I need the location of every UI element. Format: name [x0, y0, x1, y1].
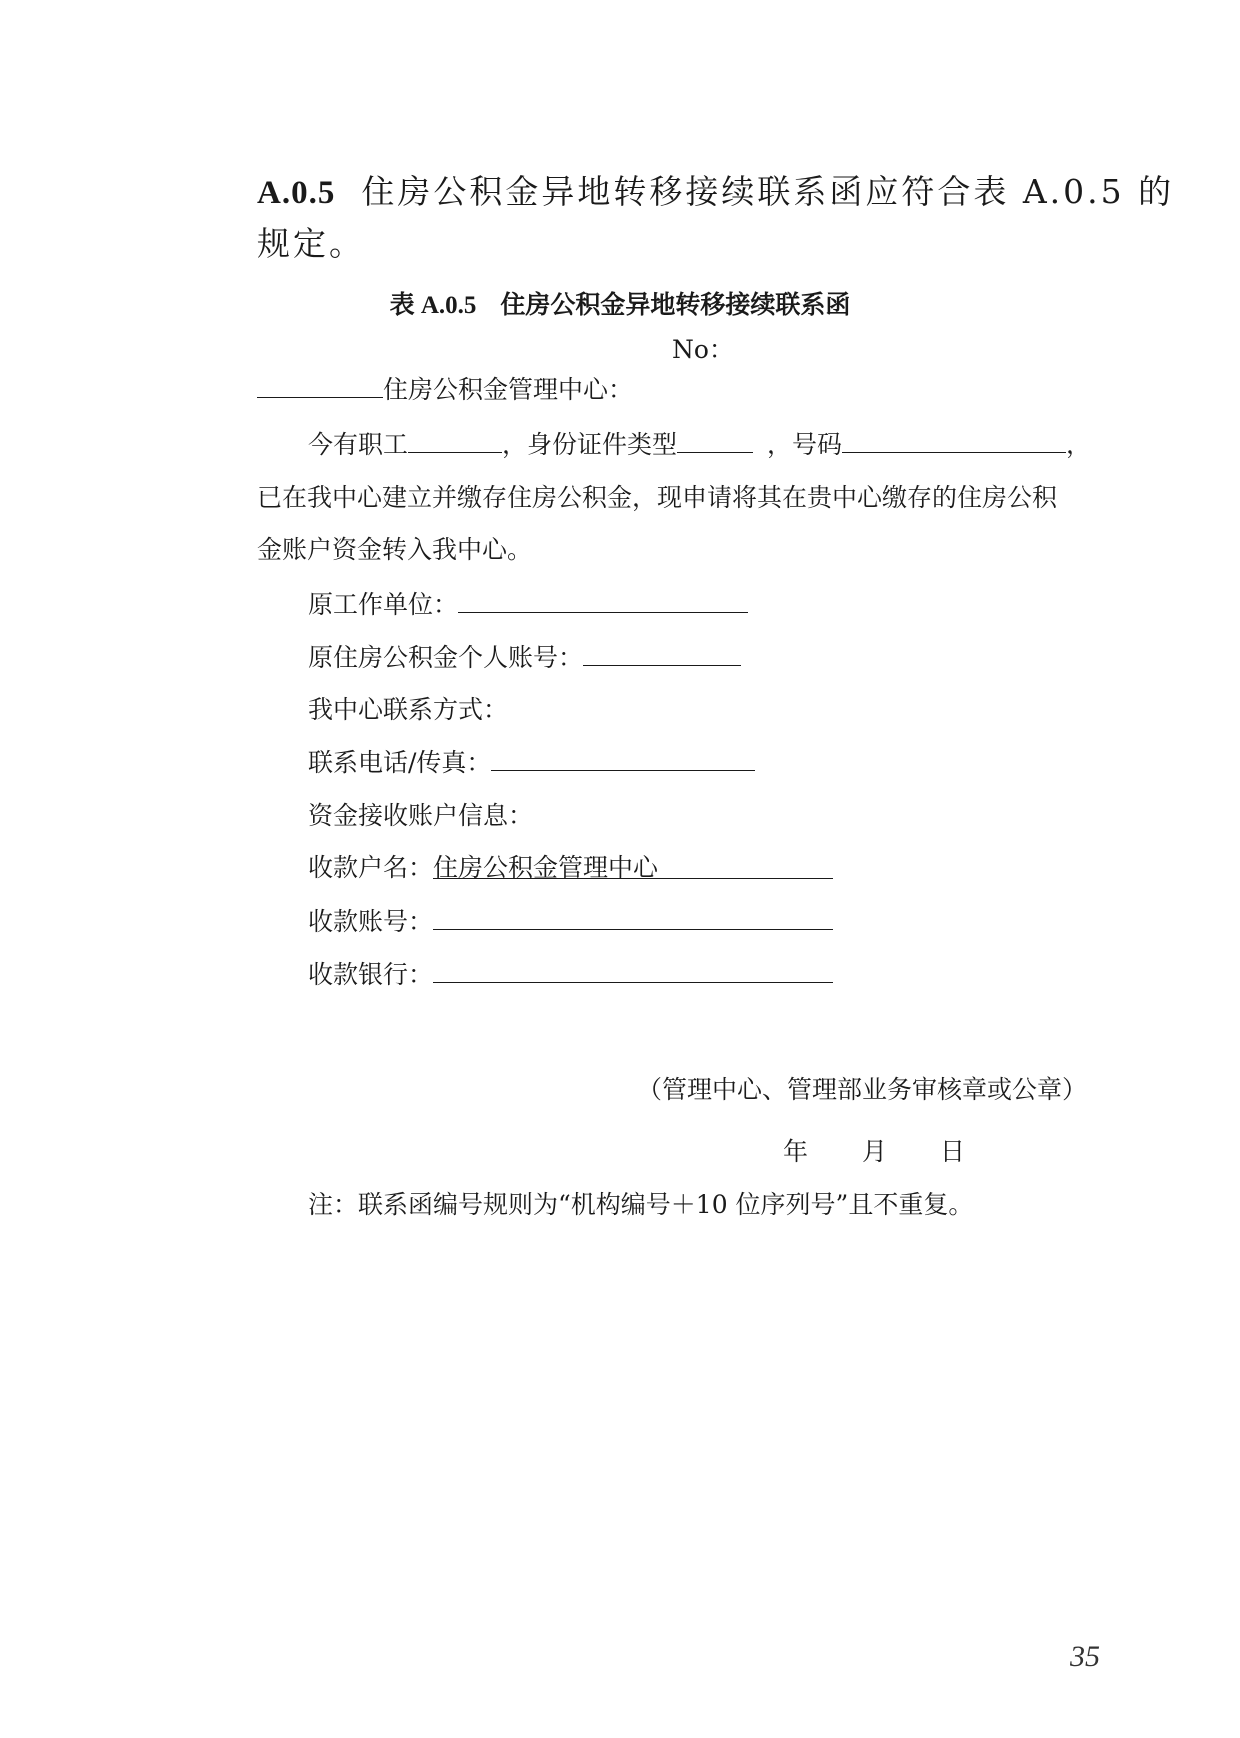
payee-bank-blank[interactable] [433, 955, 833, 983]
payee-name-label: 收款户名： [308, 853, 434, 882]
employee-name-blank[interactable] [408, 425, 502, 453]
footnote: 注：联系函编号规则为“机构编号＋10 位序列号”且不重复。 [308, 1190, 974, 1219]
payee-account-label: 收款账号： [308, 907, 434, 936]
original-account-row [308, 638, 741, 674]
payee-name-value: 住房公积金管理中心 [433, 853, 659, 882]
table-number: 表 A.0.5 [389, 292, 477, 319]
body-paragraph-line-1 [308, 425, 1091, 461]
addressee-text: 住房公积金管理中心： [383, 375, 634, 404]
clause-line-1 [257, 166, 1174, 213]
original-account-blank[interactable] [583, 638, 741, 666]
id-type-blank[interactable] [677, 425, 753, 453]
addressee-line [257, 370, 633, 406]
original-employer-label: 原工作单位： [308, 590, 459, 619]
phone-fax-row [308, 743, 755, 779]
body-paragraph-line-3: 金账户资金转入我中心。 [257, 535, 533, 564]
contact-heading: 我中心联系方式： [308, 695, 509, 724]
payee-bank-label: 收款银行： [308, 960, 434, 989]
table-title-text: 住房公积金异地转移接续联系函 [500, 290, 851, 319]
receiving-account-heading: 资金接收账户信息： [308, 801, 534, 830]
table-title [0, 285, 1240, 321]
original-account-label: 原住房公积金个人账号： [308, 643, 584, 672]
body-paragraph-line-2: 已在我中心建立并缴存住房公积金，现申请将其在贵中心缴存的住房公积 [257, 483, 1058, 512]
date-month: 月 [862, 1137, 888, 1166]
date-year: 年 [783, 1137, 809, 1166]
original-employer-row [308, 585, 748, 621]
phone-fax-blank[interactable] [491, 743, 755, 771]
date-day: 日 [940, 1137, 966, 1166]
stamp-note: （管理中心、管理部业务审核章或公章） [637, 1075, 1088, 1104]
page-number: 35 [1070, 1640, 1100, 1673]
clause-text: 住房公积金异地转移接续联系函应符合表 A.0.5 的 [361, 172, 1175, 211]
id-number-label: ，号码 [767, 430, 843, 459]
addressee-blank[interactable] [257, 370, 383, 398]
payee-account-blank[interactable] [433, 902, 833, 930]
payee-account-row [308, 902, 833, 938]
phone-fax-label: 联系电话/传真： [308, 748, 492, 777]
payee-name-row [308, 848, 833, 884]
clause-line-2: 规定。 [257, 224, 365, 263]
id-type-label: ，身份证件类型 [502, 430, 678, 459]
clause-number: A.0.5 [257, 175, 336, 211]
original-employer-blank[interactable] [458, 585, 748, 613]
id-number-blank[interactable] [842, 425, 1066, 453]
employee-label: 今有职工 [308, 430, 409, 459]
serial-number-label: No： [672, 335, 734, 364]
payee-name-field[interactable] [433, 848, 833, 882]
line-end-comma: ， [1066, 430, 1092, 459]
payee-bank-row [308, 955, 833, 991]
